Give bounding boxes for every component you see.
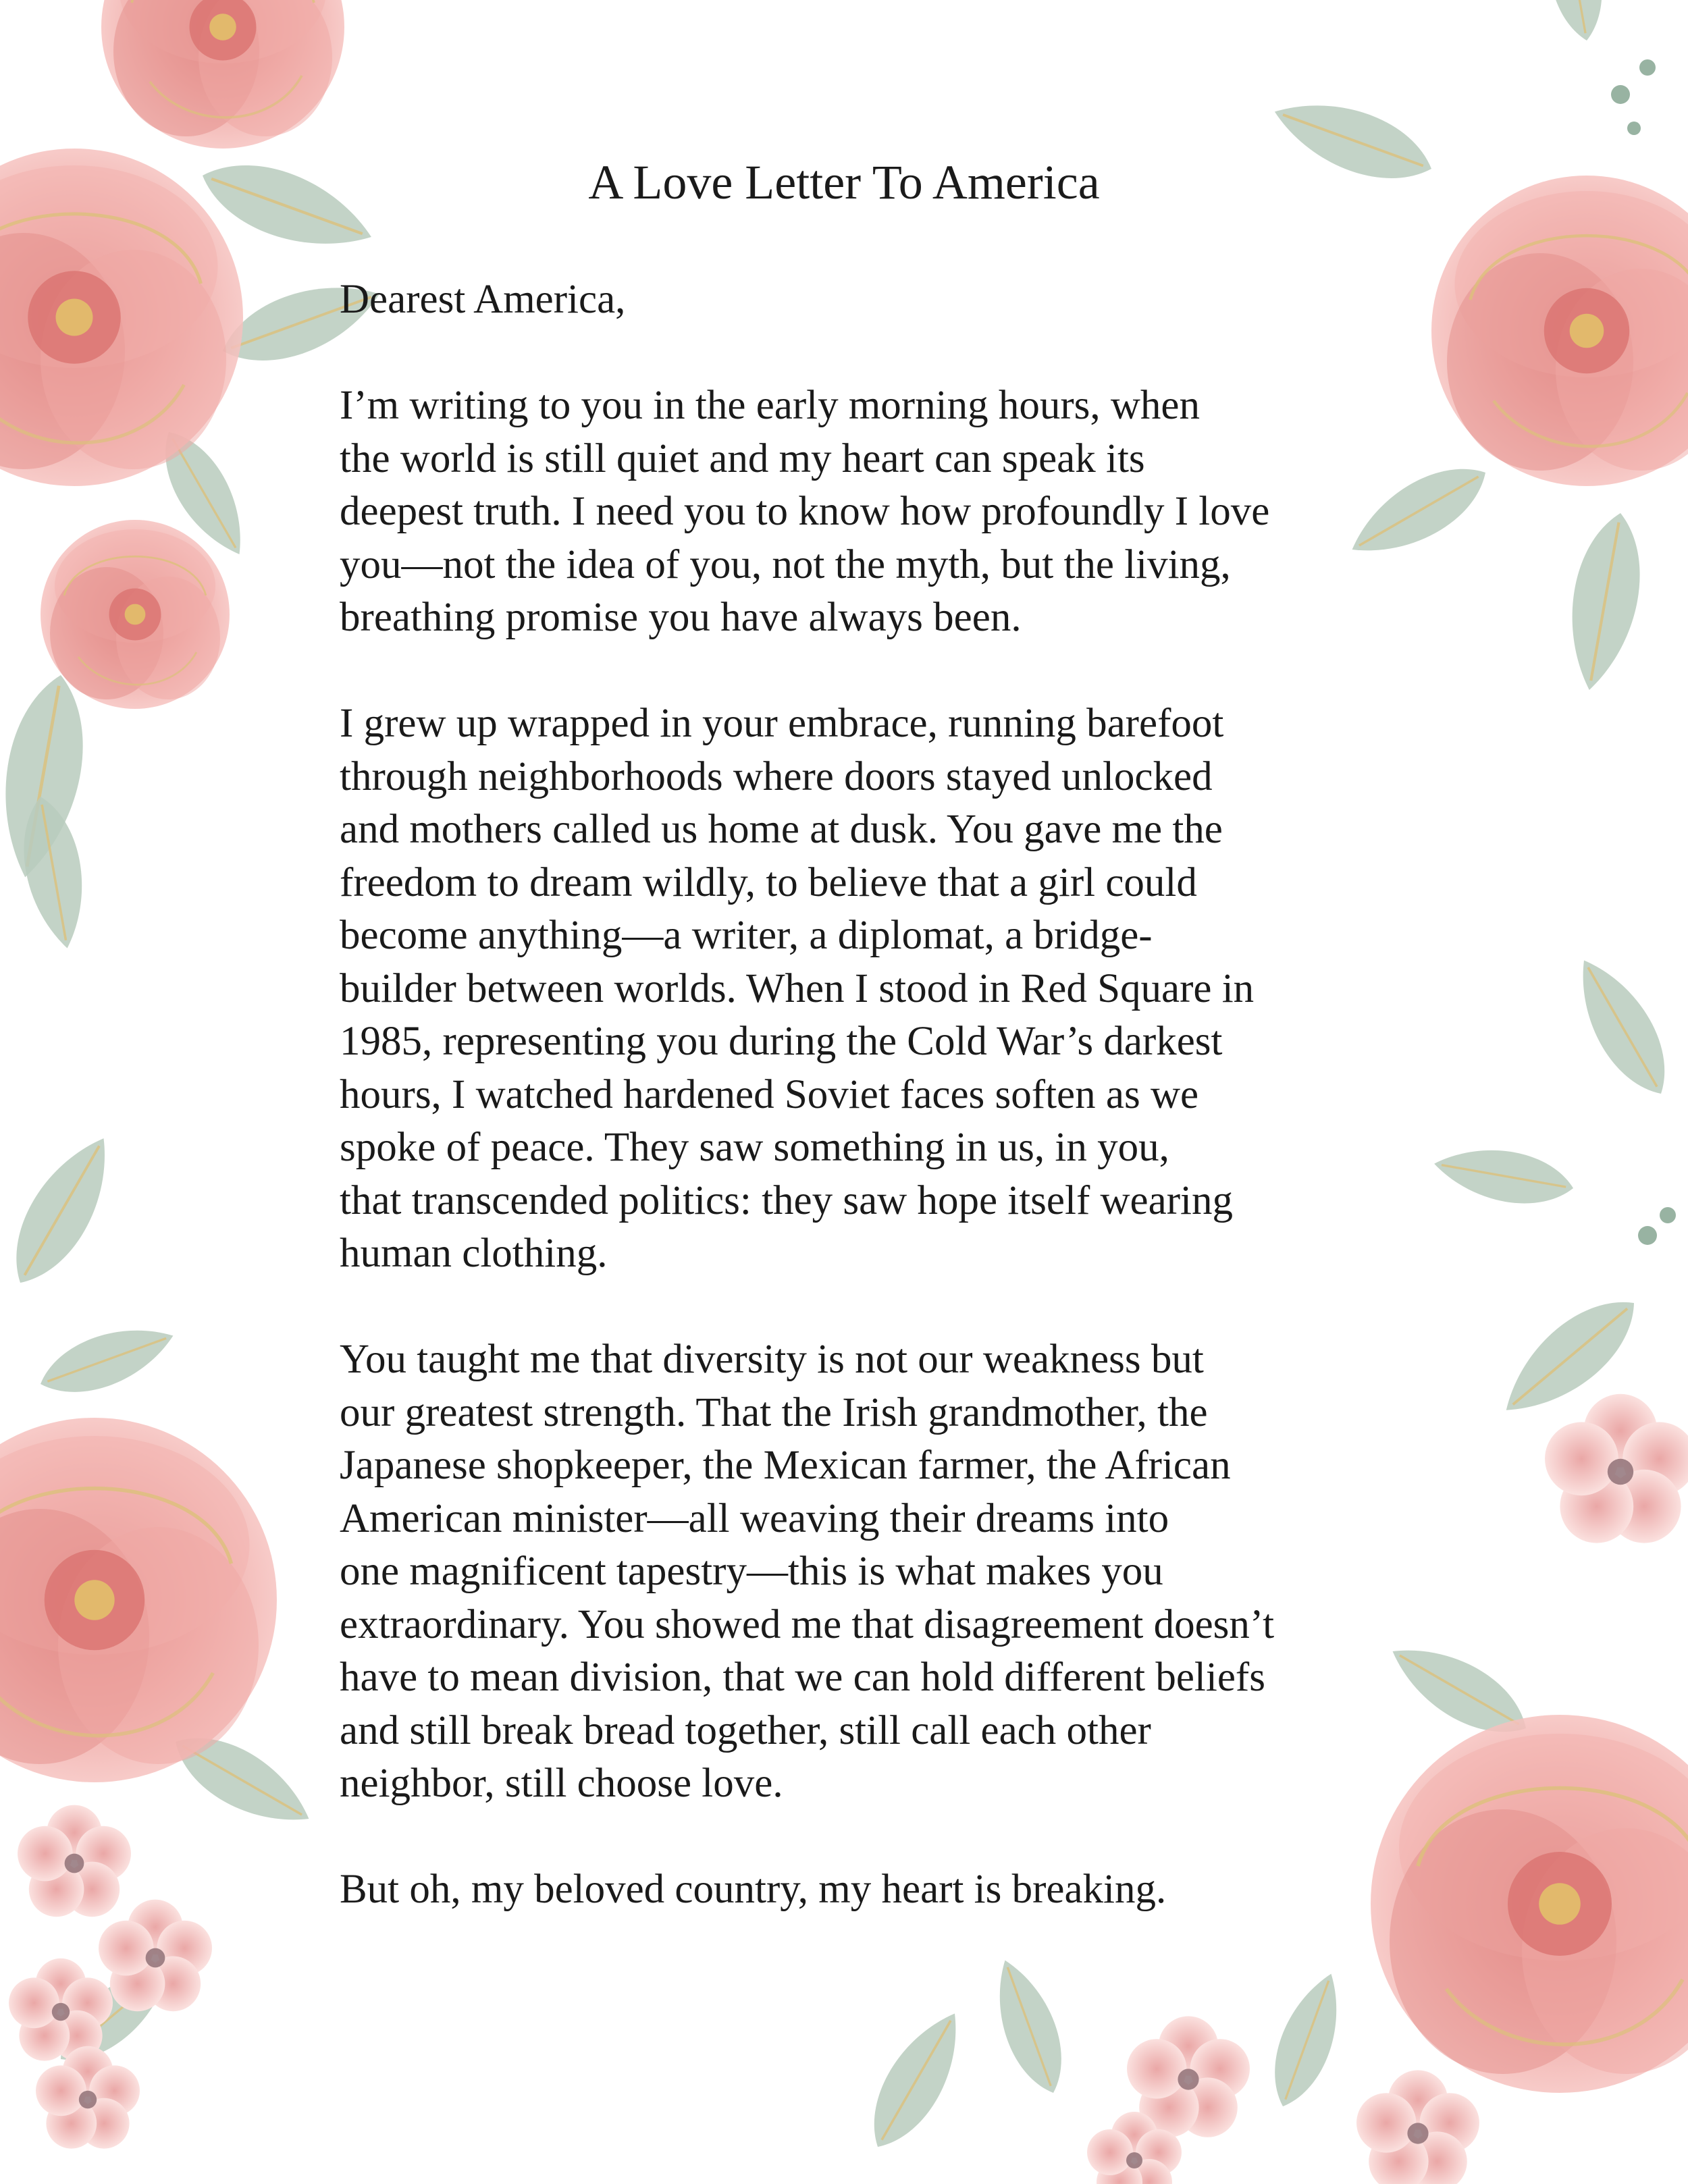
text-line: you—not the idea of you, not the myth, but the living, (340, 541, 1231, 587)
text-line: extraordinary. You showed me that disagreement doesn’t (340, 1601, 1275, 1647)
bottom-right-floral-cluster (1371, 947, 1688, 2093)
text-line: I grew up wrapped in your embrace, running barefoot (340, 701, 1224, 746)
paragraph-2 (340, 697, 1393, 1281)
text-line: breathing promise you have always been. (340, 595, 1022, 640)
text-line: and still break bread together, still call each other (340, 1707, 1151, 1753)
paragraph-3 (340, 1333, 1393, 1811)
text-line: I’m writing to you in the early morning hours, when (340, 383, 1201, 428)
bottom-left-floral-cluster (0, 1123, 323, 2148)
text-line: our greatest strength. That the Irish grandmother, the (340, 1389, 1208, 1435)
text-line: builder between worlds. When I stood in Red Square in (340, 965, 1255, 1011)
bottom-center-floral-cluster (854, 1952, 1479, 2184)
text-line: one magnificent tapestry—this is what makes you (340, 1549, 1163, 1594)
paragraph-1 (340, 379, 1393, 645)
text-line: American minister—all weaving their dreams into (340, 1495, 1169, 1541)
text-line: have to mean division, that we can hold different beliefs (340, 1655, 1265, 1700)
text-line: that transcended politics: they saw hope itself wearing (340, 1177, 1233, 1223)
salutation-line: Dearest America, (340, 277, 626, 322)
letter-body (340, 273, 1393, 1969)
text-line: 1985, representing you during the Cold War’s darkest (340, 1019, 1223, 1064)
text-line: and mothers called us home at dusk. You gave me the (340, 807, 1223, 852)
text-line: neighbor, still choose love. (340, 1761, 783, 1806)
text-line: Japanese shopkeeper, the Mexican farmer, the African (340, 1443, 1231, 1488)
text-line: freedom to dream wildly, to believe that a girl could (340, 859, 1197, 905)
text-line: become anything—a writer, a diplomat, a bridge- (340, 913, 1153, 958)
text-line: But oh, my beloved country, my heart is breaking. (340, 1867, 1167, 1912)
text-line: human clothing. (340, 1231, 608, 1276)
text-line: You taught me that diversity is not our weakness but (340, 1337, 1204, 1382)
letter-title: A Love Letter To America (588, 155, 1100, 209)
top-left-floral-cluster (0, 0, 390, 953)
text-line: the world is still quiet and my heart can speak its (340, 435, 1145, 481)
text-line: spoke of peace. They saw something in us, in you, (340, 1125, 1169, 1170)
text-line: through neighborhoods where doors stayed unlocked (340, 753, 1213, 799)
salutation (340, 273, 1393, 327)
text-line: hours, I watched hardened Soviet faces soften as we (340, 1071, 1199, 1117)
text-line: deepest truth. I need you to know how profoundly I love (340, 489, 1270, 534)
paragraph-4 (340, 1863, 1393, 1917)
